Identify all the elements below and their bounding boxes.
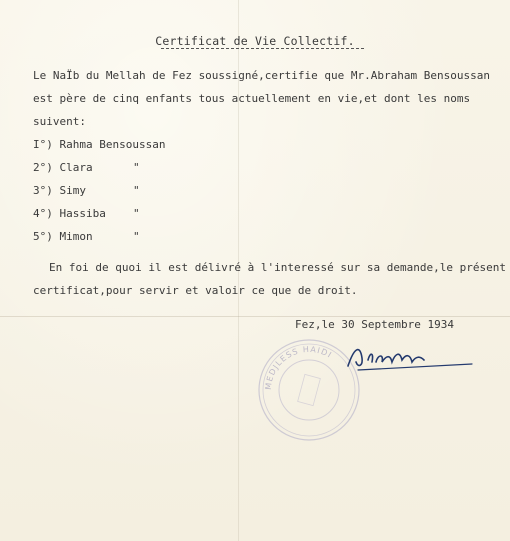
child-name: Hassiba	[59, 207, 106, 220]
ditto-mark: "	[133, 161, 140, 174]
title-underline	[161, 48, 364, 49]
ditto-mark: "	[133, 207, 140, 220]
child-name: Clara	[59, 161, 93, 174]
closing-line-1: En foi de quoi il est délivré à l'interessé sur sa demande,le présent	[49, 261, 506, 274]
child-name: Simy	[59, 184, 86, 197]
child-index: I°)	[33, 138, 53, 151]
fold-line-horizontal	[0, 316, 510, 317]
paragraph-line-1: Le NaÏb du Mellah de Fez soussigné,certifie que Mr.Abraham Bensoussan	[33, 69, 490, 82]
child-row	[33, 230, 140, 243]
svg-text:MEDJLESS HAIDI	[264, 345, 334, 390]
signature	[340, 338, 475, 378]
ditto-mark: "	[133, 184, 140, 197]
child-row	[33, 138, 165, 151]
child-row	[33, 161, 140, 174]
child-index: 4°)	[33, 207, 53, 220]
child-index: 3°)	[33, 184, 53, 197]
place-and-date: Fez,le 30 Septembre 1934	[295, 318, 454, 331]
child-row	[33, 207, 140, 220]
paragraph-line-3: suivent:	[33, 115, 86, 128]
ditto-mark: "	[133, 230, 140, 243]
paragraph-line-2: est père de cinq enfants tous actuellement en vie,et dont les noms	[33, 92, 471, 105]
child-index: 2°)	[33, 161, 53, 174]
child-row	[33, 184, 140, 197]
child-name: Rahma Bensoussan	[59, 138, 166, 151]
stamp-text: MEDJLESS HAIDI	[263, 344, 334, 391]
closing-line-2: certificat,pour servir et valoir ce que de droit.	[33, 284, 358, 297]
child-index: 5°)	[33, 230, 53, 243]
child-name: Mimon	[59, 230, 93, 243]
document-title: Certificat de Vie Collectif.	[155, 34, 355, 48]
